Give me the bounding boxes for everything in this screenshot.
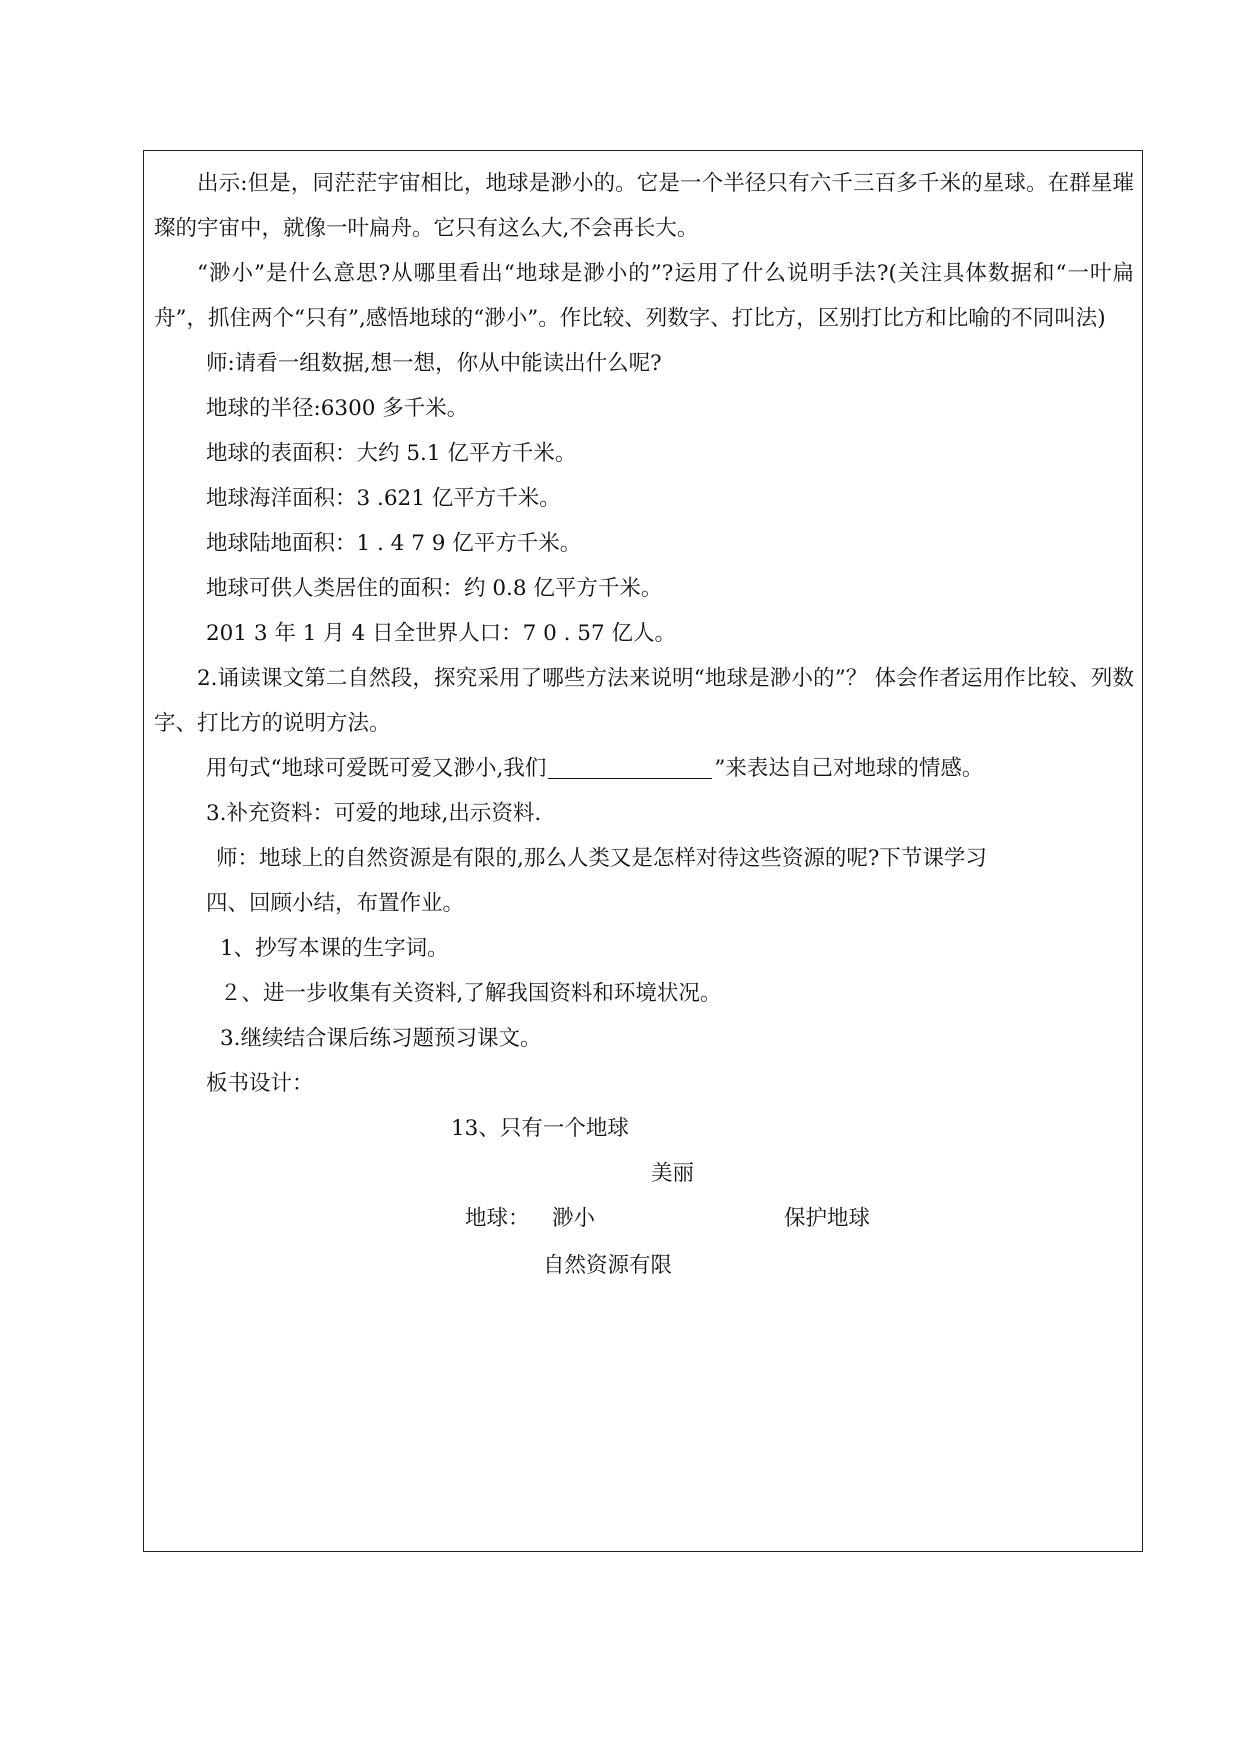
lesson-content	[154, 161, 1134, 1366]
board-protect-earth: 保护地球	[784, 1206, 871, 1231]
paragraph-recite: 2.诵读课文第二自然段，探究采用了哪些方法来说明“地球是渺小的”？ 体会作者运用作比较、列数字、打比方的说明方法。	[154, 666, 1134, 736]
board-earth-label: 地球：	[465, 1206, 530, 1231]
homework-item-2: ２、进一步收集有关资料,了解我国资料和环境状况。	[220, 981, 722, 1006]
data-ocean-area: 地球海洋面积：3 .621 亿平方千米。	[206, 486, 561, 511]
paragraph-sentence-pattern	[154, 746, 1134, 791]
homework-item-1: 1、抄写本课的生字词。	[220, 936, 449, 961]
board-title: 13、只有一个地球	[451, 1116, 629, 1141]
data-land-area: 地球陆地面积：1 . 4 7 9 亿平方千米。	[206, 531, 582, 556]
board-limited-resources: 自然资源有限	[543, 1253, 673, 1278]
data-surface-area: 地球的表面积：大约 5.1 亿平方千米。	[206, 441, 577, 466]
board-design-heading: 板书设计：	[206, 1071, 314, 1096]
board-beautiful: 美丽	[651, 1161, 695, 1186]
sentence-pattern-end: ”来表达自己对地球的情感。	[714, 756, 984, 781]
board-small: 渺小	[552, 1206, 596, 1231]
sentence-pattern-start: 用句式“地球可爱既可爱又渺小,我们	[206, 756, 547, 781]
paragraph-question: “渺小”是什么意思?从哪里看出“地球是渺小的”?运用了什么说明手法?(关注具体数据和“一叶扁舟”，抓住两个“只有”,感悟地球的“渺小”。作比较、列数字、打比方，区别打比方和比喻的不同叫法)	[154, 261, 1134, 331]
homework-item-3: 3.继续结合课后练习题预习课文。	[220, 1026, 542, 1051]
fill-in-blank	[548, 752, 712, 779]
paragraph-supplement: 3.补充资料：可爱的地球,出示资料.	[206, 801, 542, 826]
data-radius: 地球的半径:6300 多千米。	[206, 396, 469, 421]
paragraph-show-earth-small: 出示:但是，同茫茫宇宙相比，地球是渺小的。它是一个半径只有六千三百多千米的星球。在群星璀璨的宇宙中，就像一叶扁舟。它只有这么大,不会再长大。	[154, 171, 1134, 241]
lesson-frame	[143, 150, 1143, 1552]
board-design	[154, 1106, 1134, 1366]
data-habitable-area: 地球可供人类居住的面积：约 0.8 亿平方千米。	[206, 576, 663, 601]
data-population: 201 3 年 1 月 4 日全世界人口：7 0 . 57 亿人。	[206, 621, 676, 646]
section-review-homework: 四、回顾小结，布置作业。	[206, 891, 465, 916]
paragraph-teacher-data: 师:请看一组数据,想一想，你从中能读出什么呢?	[206, 351, 662, 376]
paragraph-teacher-resources: 师：地球上的自然资源是有限的,那么人类又是怎样对待这些资源的呢?下节课学习	[216, 846, 987, 871]
